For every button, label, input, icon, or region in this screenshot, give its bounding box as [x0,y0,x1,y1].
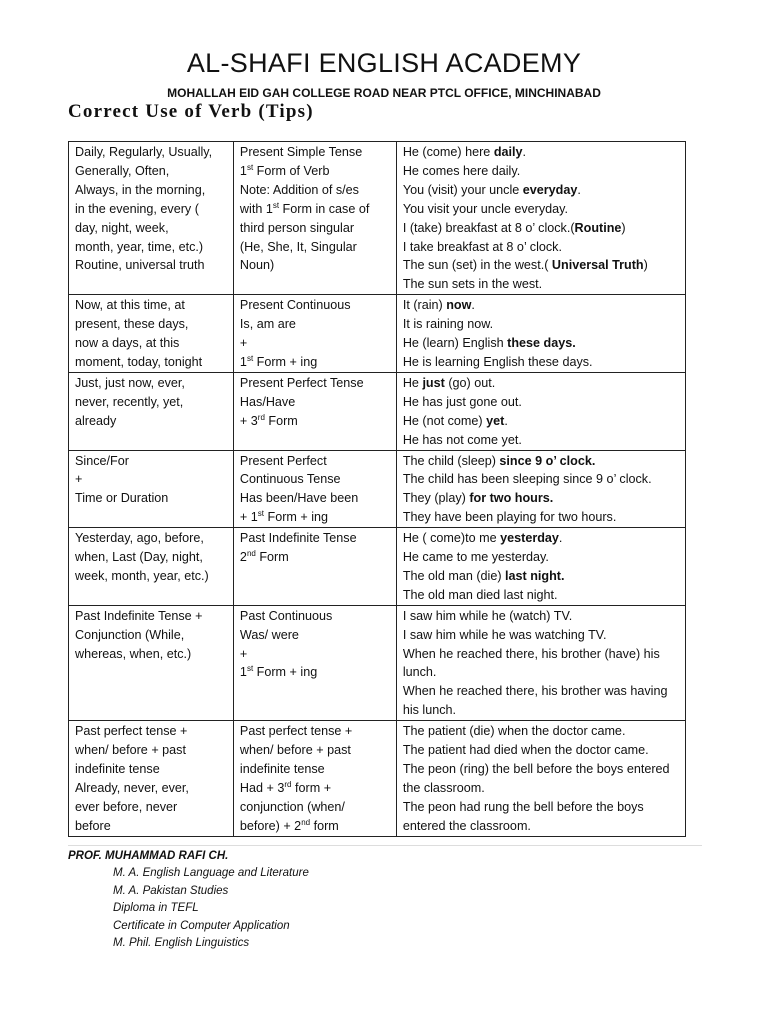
tense-line: Has/Have [239,394,296,409]
example-sentence: The child (sleep) since 9 o’ clock. [402,453,596,468]
signal-words-cell [69,295,234,373]
signal-line: Just, just now, ever, [75,375,185,390]
example-sentence: I saw him while he (watch) TV. [402,608,573,623]
qualification-item: M. A. Pakistan Studies [113,884,229,897]
example-sentence: The peon (ring) the bell before the boys entered the classroom. [402,762,670,795]
signal-words-cell [69,605,234,720]
example-sentence: The patient (die) when the doctor came. [402,724,626,739]
signal-line: Generally, Often, [75,163,170,178]
tense-line: 2nd Form [239,549,289,565]
example-sentence: They (play) for two hours. [402,491,554,506]
signal-line: Past Indefinite Tense + [75,608,203,623]
example-sentence: He came to me yesterday. [402,550,549,565]
tense-line: when/ before + past [239,743,351,758]
tense-line: Had + 3rd form + [239,779,332,795]
example-sentence: The child has been sleeping since 9 o’ clock. [402,472,652,487]
tense-line: Present Continuous [239,298,351,313]
signal-line: before [75,818,111,833]
table-row [69,528,686,606]
example-sentence: He has not come yet. [402,432,522,447]
signal-line: ever before, never [75,799,178,814]
tense-line: Past Continuous [239,608,333,623]
example-sentence: They have been playing for two hours. [402,510,617,525]
signal-line: Yesterday, ago, before, [75,531,204,546]
example-sentence: I take breakfast at 8 o’ clock. [402,239,562,254]
table-row [69,142,686,295]
tense-line: 1st Form + ing [239,353,318,369]
qualification-item: M. Phil. English Linguistics [113,937,250,949]
signal-line: day, night, week, [75,220,169,235]
footer-divider [68,845,702,846]
examples-cell [396,142,685,295]
tense-line: Continuous Tense [239,472,341,487]
signal-words-cell [69,372,234,450]
signal-line: indefinite tense [75,762,160,776]
signal-line: now a days, at this [75,336,180,351]
tense-line: with 1st Form in case of [239,200,370,216]
example-sentence: You (visit) your uncle everyday. [402,182,581,197]
example-sentence: He comes here daily. [402,163,521,178]
table-row [69,605,686,720]
qualifications-list [113,865,309,953]
tense-line: Note: Addition of s/es [239,182,359,197]
signal-line: moment, today, tonight [75,354,203,369]
signal-line: month, year, time, etc.) [75,239,204,254]
tense-line: Present Perfect [239,453,327,468]
signal-line: Time or Duration [75,491,169,506]
tense-rule-cell [233,450,396,528]
example-sentence: The old man died last night. [402,587,558,602]
tense-line: + [239,646,248,661]
tense-line: Has been/Have been [239,491,359,506]
tense-line: 1st Form of Verb [239,162,330,178]
qualification-item: Diploma in TEFL [113,902,199,914]
example-sentence: He (learn) English these days. [402,336,576,351]
signal-line: Past perfect tense + [75,724,188,739]
signal-line: Now, at this time, at [75,298,185,313]
signal-line: Always, in the morning, [75,182,206,197]
signal-words-cell [69,528,234,606]
table-row [69,721,686,836]
tense-rule-cell [233,721,396,836]
examples-cell [396,372,685,450]
tense-line: Noun) [239,258,275,273]
professor-name: PROF. MUHAMMAD RAFI CH. [68,850,229,862]
tense-rule-cell [233,372,396,450]
table-row [69,372,686,450]
tense-line: third person singular [239,220,355,235]
academy-address: MOHALLAH EID GAH COLLEGE ROAD NEAR PTCL OFFICE, MINCHINABAD [167,86,601,100]
example-sentence: The sun sets in the west. [402,277,543,292]
example-sentence: The old man (die) last night. [402,568,565,583]
example-sentence: When he reached there, his brother (have) his lunch. [402,646,660,680]
verb-tips-table [68,141,686,837]
tense-line: + 1st Form + ing [239,509,329,525]
signal-line: Since/For [75,453,129,468]
signal-line: Conjunction (While, [75,627,185,642]
signal-line: week, month, year, etc.) [75,568,209,583]
tense-line: + 3rd Form [239,412,298,428]
signal-line: whereas, when, etc.) [75,646,192,661]
tense-rule-cell [233,528,396,606]
signal-words-cell [69,450,234,528]
tense-line: indefinite tense [239,762,325,776]
signal-line: never, recently, yet, [75,394,184,409]
qualification-item: Certificate in Computer Application [113,919,290,932]
table-row [69,450,686,528]
examples-cell [396,605,685,720]
tense-line: Past Indefinite Tense [239,531,357,546]
academy-title: AL-SHAFI ENGLISH ACADEMY [186,48,582,78]
example-sentence: He has just gone out. [402,394,522,409]
examples-cell [396,450,685,528]
example-sentence: The peon had rung the bell before the boys entered the classroom. [402,799,644,833]
signal-line: Daily, Regularly, Usually, [75,145,213,159]
tense-line: + [239,336,248,351]
tense-line: Past perfect tense + [239,724,353,739]
tense-line: (He, She, It, Singular [239,239,357,254]
tense-line: Is, am are [239,317,296,332]
example-sentence: He just (go) out. [402,375,496,390]
signal-line: when, Last (Day, night, [75,550,203,565]
signal-line: already [75,413,117,428]
qualification-item: M. A. English Language and Literature [113,867,309,879]
tense-line: before) + 2nd form [239,817,339,833]
signal-line: Already, never, ever, [75,780,189,795]
tense-line: Was/ were [239,627,299,642]
verb-tips-table-body [69,142,686,837]
tense-line: 1st Form + ing [239,664,318,680]
example-sentence: The patient had died when the doctor came. [402,743,649,758]
tense-rule-cell [233,295,396,373]
example-sentence: I saw him while he was watching TV. [402,627,607,642]
example-sentence: When he reached there, his brother was having his lunch. [402,684,668,718]
signal-line: when/ before + past [75,743,186,758]
example-sentence: The sun (set) in the west.( Universal Truth) [402,258,648,273]
example-sentence: It (rain) now. [402,298,475,313]
signal-line: + [75,472,83,487]
tense-line: Present Simple Tense [239,145,363,159]
tense-line: Present Perfect Tense [239,375,364,390]
example-sentence: I (take) breakfast at 8 o’ clock.(Routine) [402,220,626,235]
example-sentence: He ( come)to me yesterday. [402,531,563,546]
example-sentence: It is raining now. [402,317,494,332]
example-sentence: He (come) here daily. [402,145,527,159]
table-row [69,295,686,373]
examples-cell [396,721,685,836]
signal-line: Routine, universal truth [75,258,205,273]
signal-words-cell [69,721,234,836]
example-sentence: He (not come) yet. [402,413,508,428]
page-heading: Correct Use of Verb (Tips) [68,101,314,122]
signal-line: in the evening, every ( [75,201,199,216]
examples-cell [396,528,685,606]
tense-rule-cell [233,605,396,720]
signal-words-cell [69,142,234,295]
tense-rule-cell [233,142,396,295]
tense-line: conjunction (when/ [239,799,345,814]
example-sentence: You visit your uncle everyday. [402,201,569,216]
signal-line: present, these days, [75,317,189,332]
examples-cell [396,295,685,373]
example-sentence: He is learning English these days. [402,354,593,369]
